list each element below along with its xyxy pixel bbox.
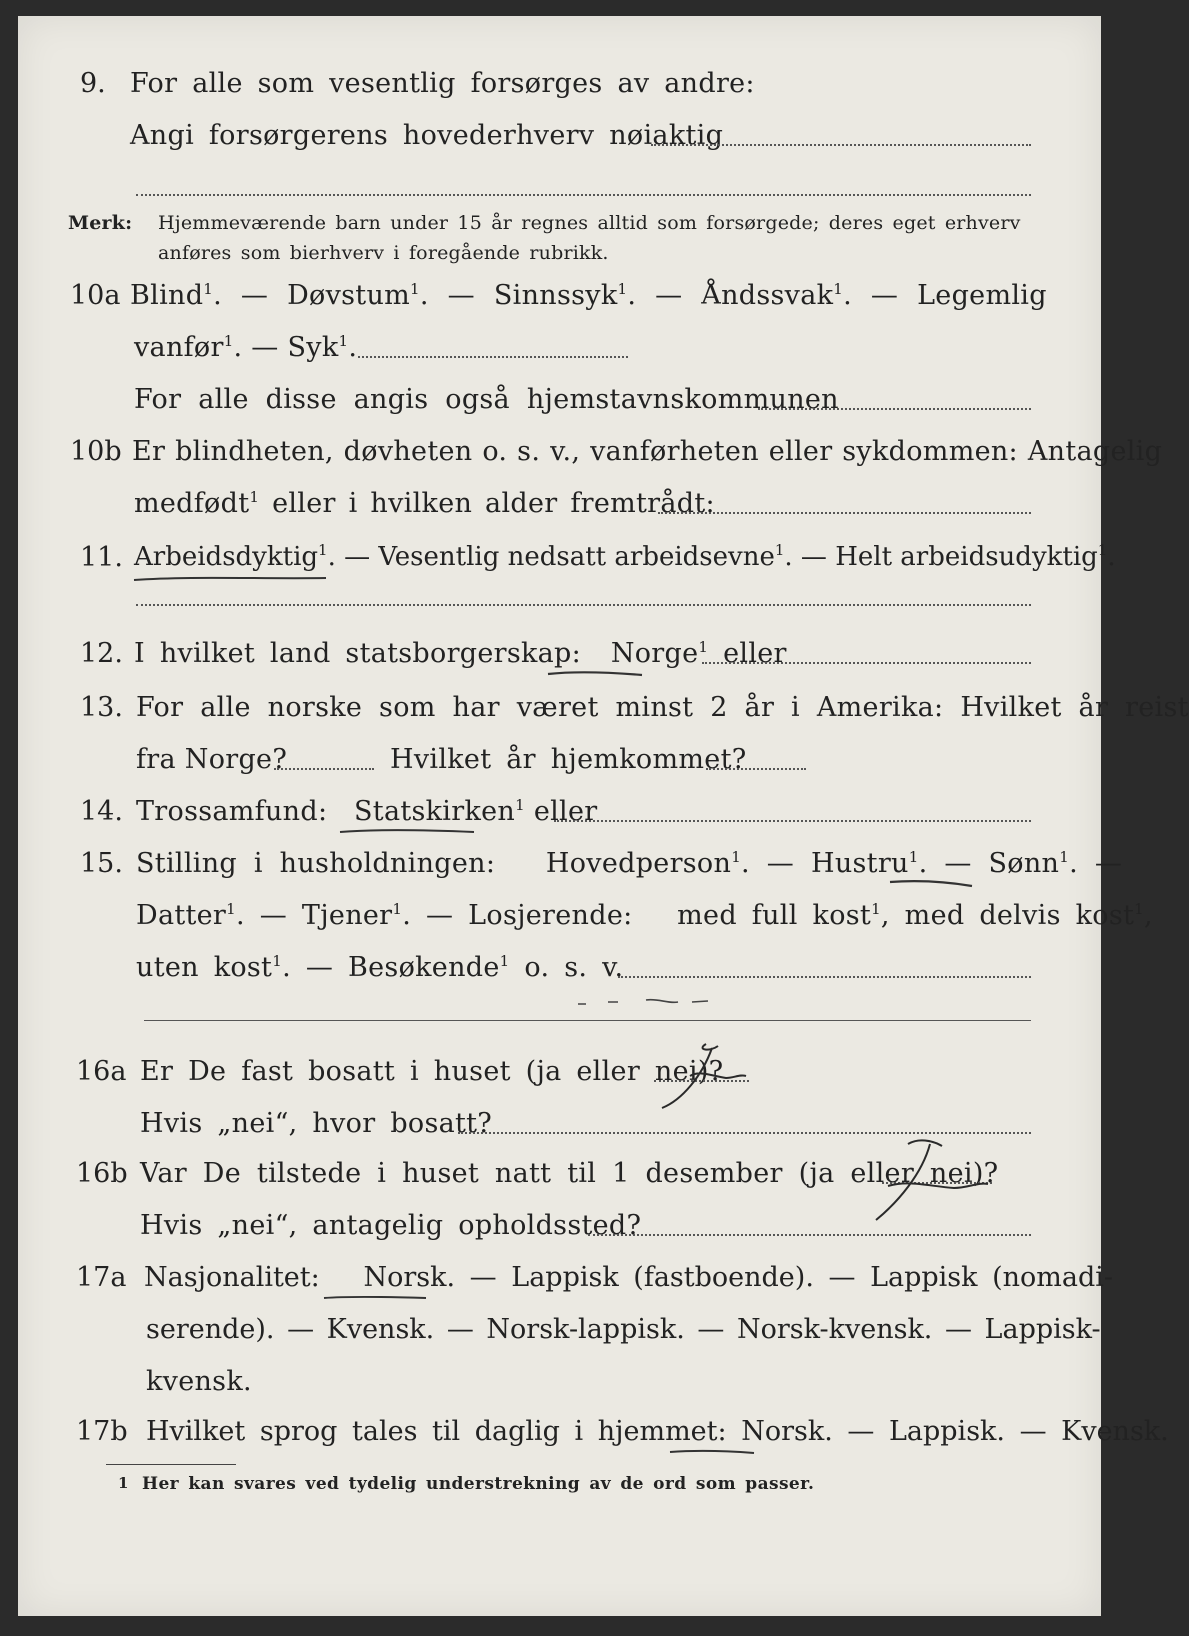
option-besokende[interactable]: . — Besøkende [282,952,500,983]
q10b-number: 10b [70,436,122,467]
q10a-hjemstavn-line[interactable] [758,408,1031,410]
option-tjener[interactable]: . — Tjener [235,900,393,931]
q12-number: 12. [80,638,123,669]
q17b-number: 17b [76,1416,128,1447]
q9-answer-line[interactable] [651,144,1031,146]
q17a-line-1: Nasjonalitet: Norsk. — Lappisk (fastboende). — Lappisk (nomadi- [144,1262,1114,1293]
option-syk[interactable]: . — Syk [233,332,339,363]
option-vanfor[interactable]: vanfør [134,332,224,363]
q12-line: I hvilket land statsborgerskap: Norge$^1$ eller [134,638,787,669]
q17b-line: Hvilket sprog tales til daglig i hjemmet: Norsk. — Lappisk. — Kvensk. [146,1416,1169,1447]
option-arbeidsdyktig[interactable]: Arbeidsdyktig [134,542,319,572]
q15-line-1: Stilling i husholdningen: Hovedperson$^1$. — Hustru$^1$. — Sønn$^1$. — [136,848,1123,879]
pencil-marks [568,992,728,1012]
footnote-mark: 1 [118,1474,129,1492]
q11-number: 11. [80,542,123,573]
q13-line-2b: Hvilket år hjemkommet? [390,744,747,775]
option-dovstum[interactable]: . — Døvstum [213,280,411,311]
option-full-kost[interactable]: med full kost [677,900,872,931]
q13-number: 13. [80,692,123,723]
q16b-opholdssted-line[interactable] [588,1234,1031,1236]
option-hustru[interactable]: . — Hustru [741,848,909,879]
q16a-line-1: Er De fast bosatt i huset (ja eller nei)? [140,1056,724,1087]
q9-answer-line-2[interactable] [136,194,1031,196]
q9-question: For alle som vesentlig forsørges av andre: [130,68,755,99]
q14-number: 14. [80,796,123,827]
option-nedsatt[interactable]: . — Vesentlig nedsatt arbeidsevne [327,542,775,572]
footnote-divider [106,1464,236,1465]
merk-line-2: anføres som bierhverv i foregående rubrikk. [158,242,609,264]
merk-label: Merk: [68,212,133,234]
handwritten-answer-ja-16b[interactable] [858,1134,998,1228]
option-arbeidsudyktig[interactable]: . — Helt arbeidsudyktig [784,542,1098,572]
q13-reist-line[interactable] [274,768,374,770]
handwritten-underline-norge [546,666,646,686]
q15-answer-line-2[interactable] [144,1020,1031,1021]
q16b-line-1: Var De tilstede i huset natt til 1 desember (ja eller nei)? [140,1158,999,1189]
q15-line-3: uten kost$^1$. — Besøkende$^1$ o. s. v. [136,952,624,983]
q16b-number: 16b [76,1158,128,1189]
svg-text:Ja: Ja [858,1134,859,1135]
option-andssvak[interactable]: . — Åndssvak [627,280,834,311]
q16a-number: 16a [76,1056,127,1087]
q11-answer-line[interactable] [136,604,1031,606]
option-delvis-kost[interactable]: , med delvis kost [880,900,1135,931]
handwritten-underline-statskirken [338,822,478,842]
q10a-line-2: vanfør$^1$. — Syk$^1$. [134,332,358,363]
q9-instruction: Angi forsørgerens hovederhverv nøiaktig [130,120,724,151]
option-norsk-sprog[interactable]: Norsk. [741,1416,833,1447]
q13-hjemkommet-line[interactable] [706,768,806,770]
handwritten-underline-norsk-17a [322,1290,432,1310]
q10b-line-1: Er blindheten, døvheten o. s. v., vanførheten eller sykdommen: Antagelig [132,436,1163,467]
option-uten-kost[interactable]: uten kost [136,952,273,983]
option-norsk-nasjonalitet[interactable]: Norsk. [363,1262,456,1293]
option-legemlig[interactable]: . — Legemlig [843,280,1047,311]
q14-answer-line[interactable] [554,820,1031,822]
q10a-number: 10a [70,280,121,311]
q16a-line-2: Hvis „nei“, hvor bosatt? [140,1108,493,1139]
option-datter[interactable]: Datter [136,900,227,931]
q16b-line-2: Hvis „nei“, antagelig opholdssted? [140,1210,642,1241]
footnote-text: Her kan svares ved tydelig understrekning av de ord som passer. [142,1474,815,1494]
handwritten-underline-arbeidsdyktig [130,566,330,590]
q12-answer-line[interactable] [702,662,1031,664]
q10b-answer-line[interactable] [658,512,1031,514]
q17a-line-3: kvensk. [146,1366,252,1397]
option-statskirken[interactable]: Statskirken [354,796,516,827]
q10a-line-3: For alle disse angis også hjemstavnskommunen [134,384,839,415]
handwritten-underline-norsk-17b [668,1444,758,1464]
q17a-line-2: serende). — Kvensk. — Norsk-lappisk. — Norsk-kvensk. — Lappisk- [146,1314,1101,1345]
q11-line: Arbeidsdyktig$^1$. — Vesentlig nedsatt arbeidsevne$^1$. — Helt arbeidsudyktig$^1$. [134,541,1116,572]
census-form-page [18,16,1189,1616]
option-blind[interactable]: Blind [130,280,204,311]
q13-line-2a: fra Norge? [136,744,288,775]
q10b-line-2: medfødt$^1$ eller i hvilken alder fremtrådt: [134,488,715,519]
q14-line: Trossamfund: Statskirken$^1$ eller [136,796,598,827]
q13-line-1: For alle norske som har været minst 2 år i Amerika: Hvilket år reist [136,692,1189,723]
option-norge[interactable]: Norge [610,638,699,669]
option-medfodt[interactable]: medfødt [134,488,250,519]
option-sinnssyk[interactable]: . — Sinnssyk [419,280,618,311]
q15-number: 15. [80,848,123,879]
option-hovedperson[interactable]: Hovedperson [545,848,732,879]
q15-line-2: Datter$^1$. — Tjener$^1$. — Losjerende: med full kost$^1$, med delvis kost$^1$, [136,900,1153,931]
svg-text:Ja: Ja [628,1036,629,1037]
q17a-number: 17a [76,1262,127,1293]
handwritten-underline-sonn [888,876,978,896]
q10a-line-1: Blind$^1$. — Døvstum$^1$. — Sinnssyk$^1$. — Åndssvak$^1$. — Legemlig [130,280,1047,311]
option-sonn[interactable]: Sønn [988,848,1060,879]
merk-line-1: Hjemmeværende barn under 15 år regnes alltid som forsørgede; deres eget erhverv [158,212,1021,234]
q10a-syk-line[interactable] [358,356,628,358]
handwritten-answer-ja-16a[interactable] [628,1036,758,1120]
q15-answer-line[interactable] [618,976,1031,978]
q9-number: 9. [80,68,106,99]
